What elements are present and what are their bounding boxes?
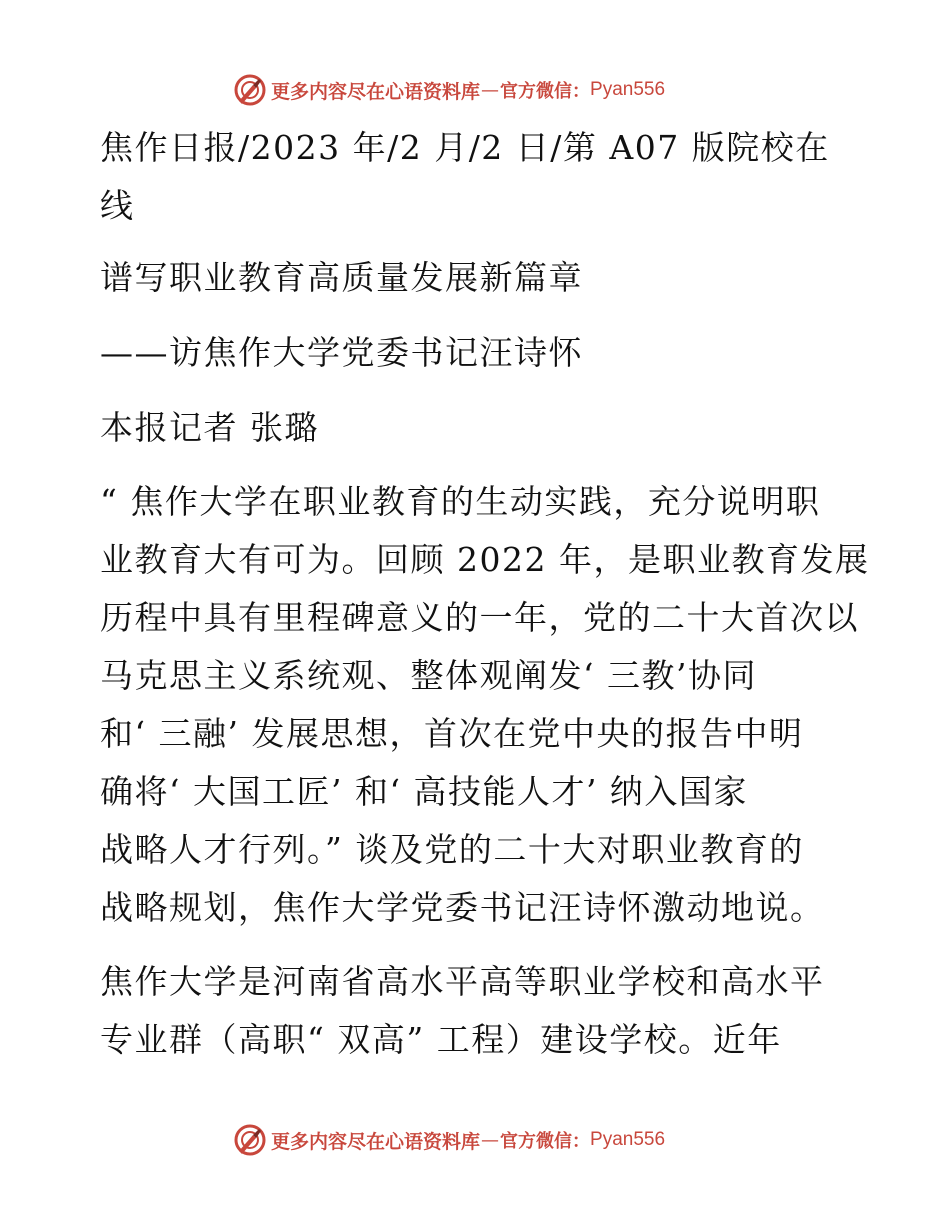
watermark-header <box>233 72 665 108</box>
watermark-footer <box>233 1122 665 1158</box>
doc-line-paragraph: 马克思主义系统观、整体观阐发‘ 三教’协同 <box>100 656 757 695</box>
watermark-wechat-label: 官方微信： <box>500 1131 591 1152</box>
doc-line-byline: 本报记者 张璐 <box>100 408 319 447</box>
doc-line-paragraph: 历程中具有里程碑意义的一年，党的二十大首次以 <box>100 598 859 637</box>
logo-icon <box>233 1123 267 1157</box>
doc-line-paragraph: 业教育大有可为。回顾 2022 年，是职业教育发展 <box>100 540 870 579</box>
watermark-separator: — <box>481 1129 500 1151</box>
doc-line-subheadline: ——访焦作大学党委书记汪诗怀 <box>100 333 583 372</box>
logo-icon <box>233 73 267 107</box>
doc-line-paragraph: 战略规划，焦作大学党委书记汪诗怀激动地说。 <box>100 888 825 927</box>
watermark-text: 更多内容尽在心语资料库 <box>271 80 481 103</box>
watermark-wechat-id: Pyan556 <box>590 1129 666 1150</box>
doc-line-source-cont: 线 <box>100 186 135 225</box>
doc-line-paragraph: 战略人才行列。” 谈及党的二十大对职业教育的 <box>100 830 804 869</box>
watermark-separator: — <box>481 79 500 101</box>
watermark-wechat-id: Pyan556 <box>590 79 666 100</box>
doc-line-paragraph: “ 焦作大学在职业教育的生动实践，充分说明职 <box>100 482 821 521</box>
doc-line-paragraph: 焦作大学是河南省高水平高等职业学校和高水平 <box>100 962 825 1001</box>
doc-line-source: 焦作日报/2023 年/2 月/2 日/第 A07 版院校在 <box>100 128 830 167</box>
watermark-wechat-label: 官方微信： <box>500 81 591 102</box>
doc-line-paragraph: 确将‘ 大国工匠’ 和‘ 高技能人才’ 纳入国家 <box>100 772 748 811</box>
doc-line-paragraph: 专业群（高职“ 双高” 工程）建设学校。近年 <box>100 1020 782 1059</box>
doc-line-paragraph: 和‘ 三融’ 发展思想，首次在党中央的报告中明 <box>100 714 804 753</box>
doc-line-headline: 谱写职业教育高质量发展新篇章 <box>100 258 583 297</box>
watermark-text: 更多内容尽在心语资料库 <box>271 1130 481 1153</box>
